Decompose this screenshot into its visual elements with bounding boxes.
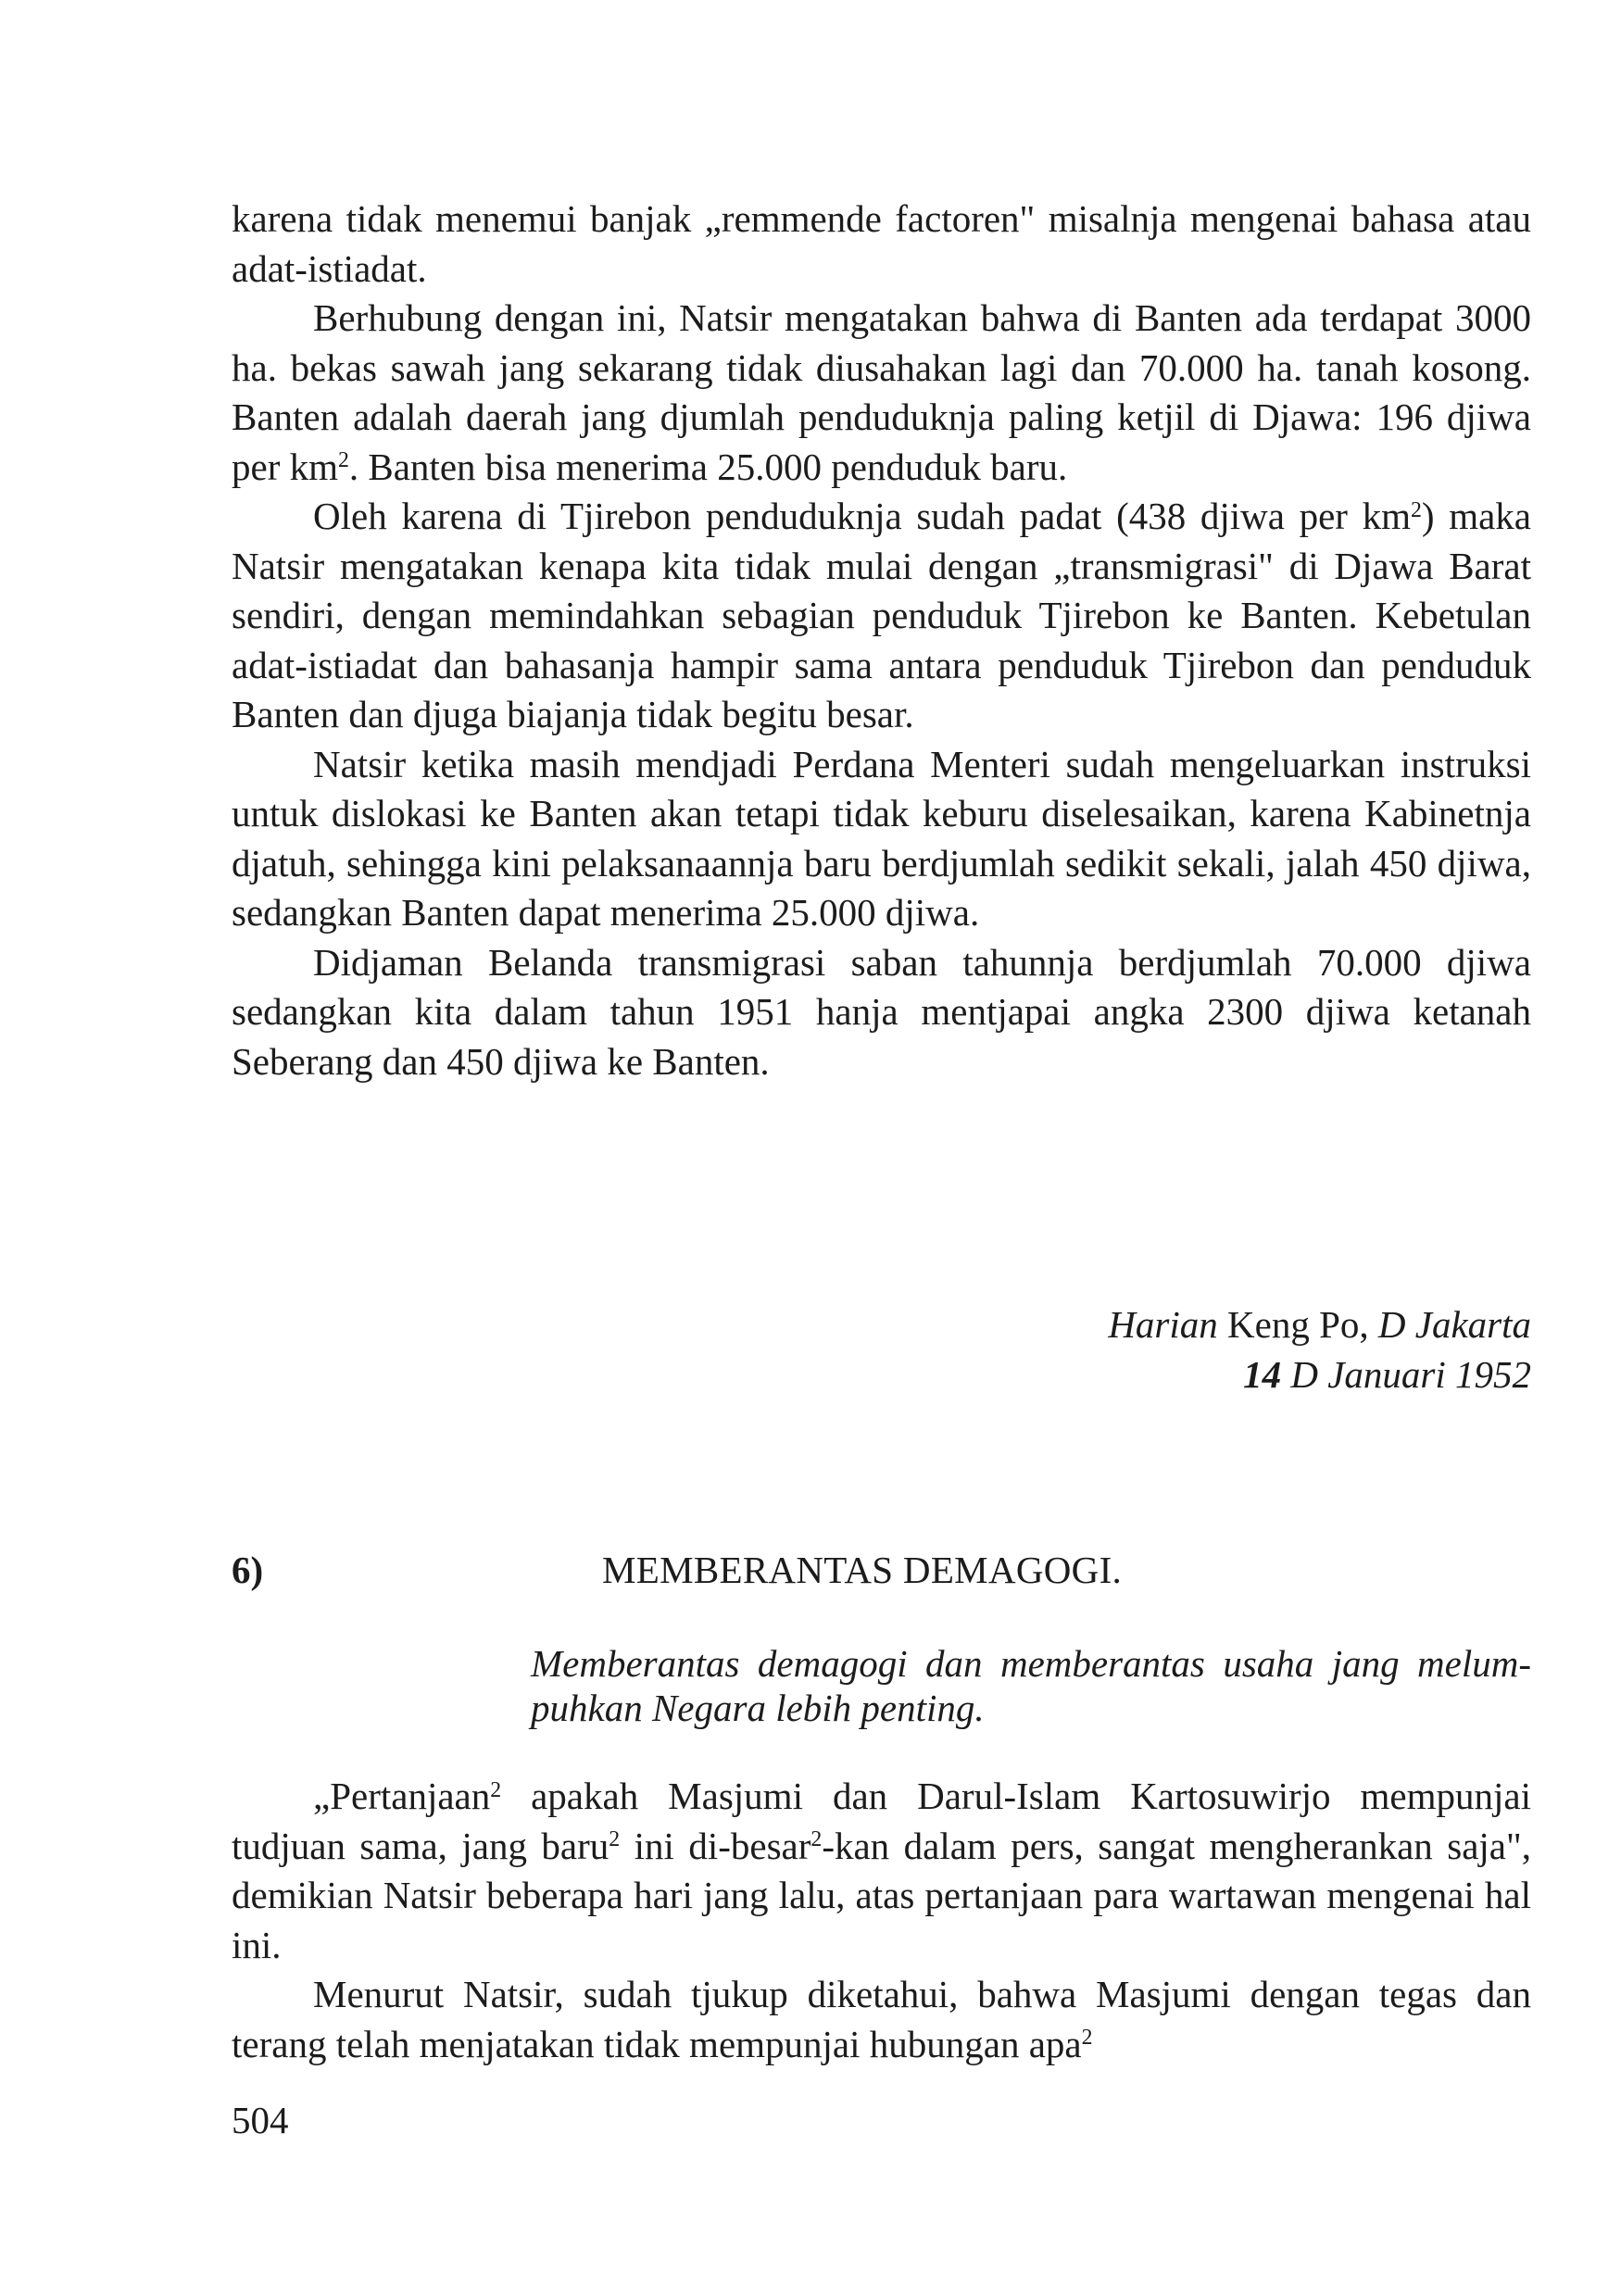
superscript: 2 bbox=[609, 1827, 621, 1852]
paragraph-text: ) maka Natsir mengatakan kenapa kita tidak mulai dengan „transmigrasi" di Djawa Barat sendiri, dengan memindahkan sebagian penduduk Tjirebon ke Banten. Kebetulan adat-istiadat dan bahasanja hampir sama antara penduduk Tjirebon dan penduduk Banten dan djuga biajanja tidak begitu besar. bbox=[232, 495, 1531, 735]
source-paper-name: Keng Po, bbox=[1227, 1303, 1369, 1346]
article-body-top bbox=[232, 194, 1531, 1086]
paragraph-banten-land bbox=[232, 294, 1531, 492]
superscript: 2 bbox=[1411, 497, 1422, 522]
paragraph-text: apakah Masjumi dan Darul-Islam Kartosuwirjo mempunjai tudjuan sama, jang baru bbox=[232, 1775, 1531, 1867]
paragraph-questions bbox=[232, 1772, 1531, 1970]
superscript: 2 bbox=[338, 448, 349, 473]
paragraph-masjumi bbox=[232, 1970, 1531, 2069]
paragraph-text: -kan dalam pers, sangat mengherankan saja", demikian Natsir beberapa hari jang lalu, atas pertanjaan para wartawan mengenai hal ini. bbox=[232, 1824, 1531, 1966]
paragraph-tjirebon bbox=[232, 492, 1531, 740]
paragraph-text: Berhubung dengan ini, Natsir mengatakan bahwa di Banten ada terdapat 3000 ha. bekas sawah jang sekarang tidak diusahakan lagi dan 70.000 ha. tanah kosong. Banten adalah daerah jang djumlah penduduknja paling ketjil di Djawa: 196 djiwa per km bbox=[232, 296, 1531, 488]
source-paper-prefix: Harian bbox=[1108, 1303, 1218, 1346]
paragraph-text: Oleh karena di Tjirebon penduduknja sudah padat (438 djiwa per km bbox=[313, 495, 1412, 537]
source-citation bbox=[1108, 1299, 1531, 1399]
section-title: MEMBERANTAS DEMAGOGI. bbox=[602, 1549, 1123, 1591]
source-day: 14 bbox=[1243, 1353, 1282, 1396]
section-number: 6) bbox=[232, 1549, 264, 1591]
paragraph-text: „Pertanjaan bbox=[313, 1775, 491, 1817]
page-number: 504 bbox=[232, 2099, 289, 2141]
source-line-date bbox=[1108, 1349, 1531, 1399]
source-city: D Jakarta bbox=[1377, 1303, 1531, 1346]
paragraph-instruction: Natsir ketika masih mendjadi Perdana Menteri sudah mengeluarkan instruksi untuk dislokasi ke Banten akan tetapi tidak keburu diselesaikan, karena Kabinetnja djatuh, sehingga kini pelaksanaannja baru berdjumlah sedikit sekali, jalah 450 djiwa, sedangkan Banten dapat menerima 25.000 djiwa. bbox=[232, 742, 1531, 934]
superscript: 2 bbox=[1081, 2026, 1093, 2051]
source-line-paper bbox=[1108, 1299, 1531, 1349]
paragraph-dutch-era: Didjaman Belanda transmigrasi saban tahunnja berdjumlah 70.000 djiwa sedangkan kita dalam tahun 1951 hanja mentjapai angka 2300 djiwa ketanah Seberang dan 450 djiwa ke Banten. bbox=[232, 940, 1531, 1083]
section-epigraph: Memberantas demagogi dan memberantas usaha jang melumpuhkan Negara lebih penting. bbox=[531, 1642, 1531, 1729]
superscript: 2 bbox=[490, 1777, 502, 1802]
superscript: 2 bbox=[810, 1827, 823, 1852]
paragraph-text: . Banten bisa menerima 25.000 penduduk baru. bbox=[348, 445, 1068, 488]
paragraph-continuation: karena tidak menemui banjak „remmende factoren" misalnja mengenai bahasa atau adat-istiadat. bbox=[232, 197, 1531, 290]
article-body-bottom bbox=[232, 1772, 1531, 2069]
paragraph-text: Menurut Natsir, sudah tjukup diketahui, bahwa Masjumi dengan tegas dan terang telah menjatakan tidak mempunjai hubungan apa bbox=[232, 1973, 1531, 2065]
paragraph-text: ini di-besar bbox=[620, 1824, 811, 1867]
source-date: D Januari 1952 bbox=[1290, 1353, 1531, 1396]
